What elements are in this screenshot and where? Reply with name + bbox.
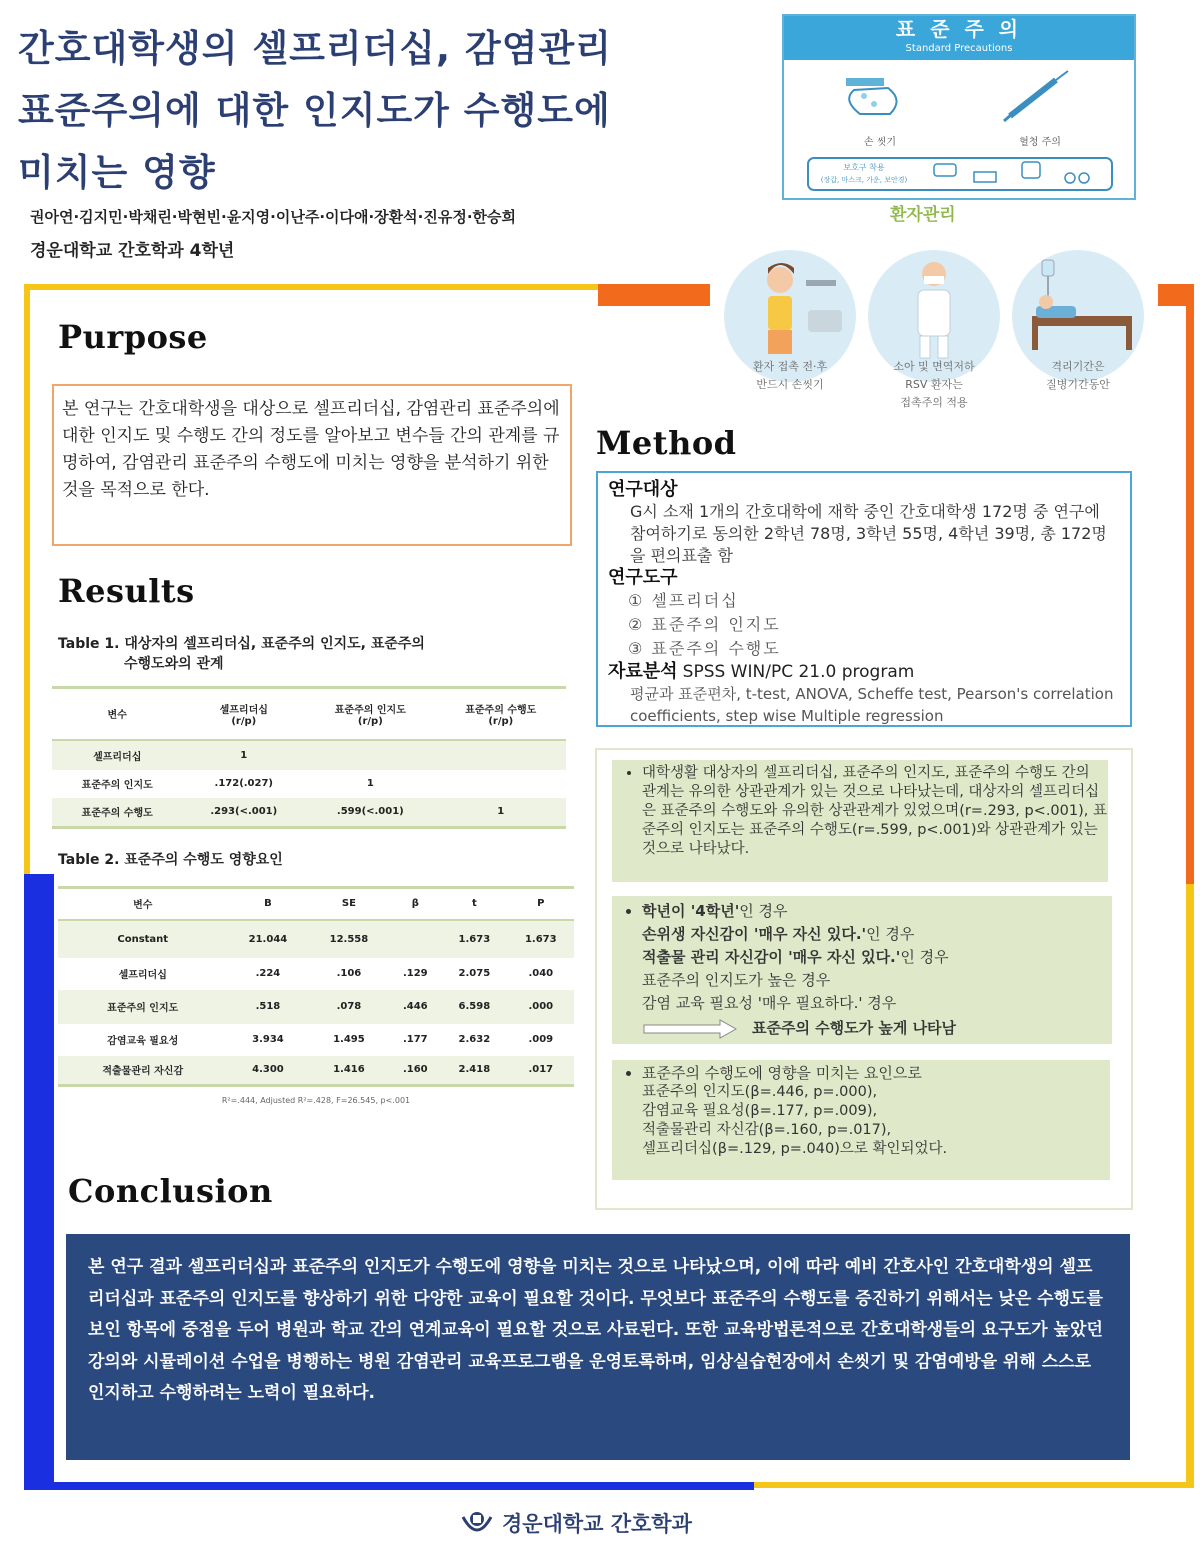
- method-tool-3: ③ 표준주의 수행도: [628, 639, 781, 658]
- frame-left-blue: [24, 874, 54, 1488]
- table2-caption: Table 2. 표준주의 수행도 영향요인: [58, 852, 283, 868]
- method-subjects-text: G시 소재 1개의 간호대학에 재학 중인 간호대학생 172명 중 연구에 참여하기로 동의한 2학년 78명, 3학년 55명, 4학년 39명, 총 172명을 편의표출 함: [630, 502, 1107, 565]
- standard-precautions-poster: [782, 14, 1136, 200]
- t1-header-2: 표준주의 인지도: [334, 704, 406, 716]
- table-row: 셀프리더십 .224 .106 .129 2.075 .040: [118, 968, 554, 981]
- method-analysis-text: 평균과 표준편차, t-test, ANOVA, Scheffe test, Pearson's correlation coefficients, step wise Multiple regression: [630, 685, 1114, 725]
- conclusion-box: 본 연구 결과 셀프리더십과 표준주의 인지도가 수행도에 영향을 미치는 것으로 나타났으며, 이에 따라 예비 간호사인 간호대학생의 셀프리더십과 표준주의 인지도를 향상하기 위한 다양한 교육이 필요할 것이다. 무엇보다 표준주의 수행도를 증진하기 위해서는 낮은 수행도를 보인 항목에 중점을 두어 병원과 학교 간의 연계교육이 필요할 것으로 사료된다. 또한 교육방법론적으로 간호대학생들의 요구도가 높았던 강의와 시뮬레이션 수업을 병행하는 병원 감염관리 교육프로그램을 운영토록하며, 임상실습현장에서 손씻기 및 감염예방을 위해 스스로 인지하고 수행하려는 노력이 필요하다.: [66, 1234, 1130, 1460]
- table-2: 변수 B SE β t P Constant 21.044 12.558 1.673 1.673 셀프리더십 .224 .106 .129 2.075 .040 표준주의 인지도 .518 .078 .446 6.598 .000 감염교육 필요성 3.934 1.495 .177 2.632 .009 적출물관리 자신감 4.300 1.416 .160 2.418 .017: [58, 886, 574, 1087]
- table-row: 표준주의 인지도 .172(.027) 1: [81, 778, 374, 791]
- method-heading: Method: [596, 424, 737, 462]
- footer-text: 경운대학교 간호학과: [502, 1512, 692, 1536]
- syringe-icon: [1004, 71, 1068, 121]
- table-row: Constant 21.044 12.558 1.673 1.673: [58, 920, 574, 958]
- title-line-2: 표준주의에 대한 인지도가 수행도에: [18, 89, 611, 132]
- t1-header-var: 변수: [107, 710, 127, 722]
- method-tools-title: 연구도구: [608, 567, 678, 588]
- frame-right-orange: [1186, 284, 1194, 884]
- illustration-caption-2: 소아 및 면역저하 RSV 환자는 접촉주의 적용: [893, 360, 975, 409]
- table-row: 표준주의 인지도 .518 .078 .446 6.598 .000: [58, 990, 574, 1024]
- table1-caption: Table 1. 대상자의 셀프리더십, 표준주의 인지도, 표준주의 수행도와의 관계: [58, 636, 425, 672]
- title-line-1: 간호대학생의 셀프리더십, 감염관리: [18, 27, 612, 70]
- finding-box-2: • 학년이 '4학년'인 경우 손위생 자신감이 '매우 자신 있다.'인 경우 적출물 관리 자신감이 '매우 자신 있다.'인 경우 표준주의 인지도가 높은 경우 감염 교육 필요성 '매우 필요하다.' 경우 표준주의 수행도가 높게 나타남: [612, 896, 1112, 1044]
- table-row: 셀프리더십 1: [52, 740, 566, 770]
- method-box: [596, 471, 1132, 727]
- method-analysis-program: SPSS WIN/PC 21.0 program: [682, 662, 915, 682]
- patient-care-caption: 환자관리: [890, 205, 956, 225]
- finding-2-result: 표준주의 수행도가 높게 나타남: [752, 1019, 957, 1037]
- hand-label: 손 씻기: [863, 137, 897, 148]
- finding-box-3: • 표준주의 수행도에 영향을 미치는 요인으로 표준주의 인지도(β=.446, p=.000), 감염교육 필요성(β=.177, p=.009), 적출물관리 자신감(β=.160, p=.017), 셀프리더십(β=.129, p=.040)으로 확인되었다.: [612, 1060, 1110, 1180]
- title-line-3: 미치는 영향: [18, 151, 216, 194]
- illustration-caption-3: 격리기간은 질병기간동안: [1046, 360, 1110, 391]
- finding-box-1: [612, 760, 1108, 882]
- frame-bottom-yellow: [754, 1482, 1194, 1488]
- mask-icon: [934, 162, 1089, 183]
- hand-washing-icon: [846, 78, 897, 114]
- finding-1-text: • 대학생활 대상자의 셀프리더십, 표준주의 인지도, 표준주의 수행도 간의 관계는 유의한 상관관계가 있는 것으로 나타났는데, 대상자의 셀프리더십은 표준주의 수행도와 유의한 상관관계가 있었으며(r=.293, p<.001), 표준주의 인지도는 표준주의 수행도(r=.599, p<.001)와 상관관계가 있는 것으로 나타났다.: [642, 764, 1108, 859]
- frame-left-yellow: [24, 284, 30, 874]
- t1-header-3: 표준주의 수행도: [465, 704, 537, 716]
- ppe-label-1: 보호구 착용: [843, 163, 885, 172]
- purpose-heading: Purpose: [58, 318, 208, 356]
- table2-footnote: R²=.444, Adjusted R²=.428, F=26.545, p<.001: [221, 1096, 411, 1105]
- frame-right-yellow: [1186, 884, 1194, 1488]
- method-analysis-title: 자료분석: [608, 661, 678, 682]
- footer: [460, 1508, 692, 1538]
- ppe-label-2: (장갑, 마스크, 가운, 보안경): [820, 176, 908, 184]
- poster-illustration: [784, 60, 1130, 194]
- poster-title: [18, 18, 718, 204]
- affiliation: 경운대학교 간호학과 4학년: [30, 241, 235, 261]
- t1-header-1: 셀프리더십: [219, 704, 268, 716]
- table-row: 표준주의 수행도 .293(<.001) .599(<.001) 1: [52, 798, 566, 828]
- frame-bottom-blue: [24, 1482, 754, 1490]
- conclusion-heading: Conclusion: [68, 1172, 273, 1210]
- frame-top-orange: [598, 284, 710, 306]
- method-tool-1: ① 셀프리더십: [628, 591, 739, 610]
- injection-label: 혈청 주의: [1019, 137, 1061, 148]
- university-logo-icon: [460, 1509, 494, 1537]
- frame-top-yellow: [24, 284, 598, 290]
- poster-subheading: Standard Precautions: [905, 43, 1013, 54]
- arrow-right-icon: [642, 1019, 738, 1039]
- authors: 권아연·김지민·박채린·박현빈·윤지영·이난주·이다애·장환석·진유정·한승희: [30, 208, 516, 226]
- method-tool-2: ② 표준주의 인지도: [628, 615, 781, 634]
- table-1: 변수 셀프리더십 (r/p) 표준주의 인지도 (r/p) 표준주의 수행도 (r/p) 셀프리더십 1 표준주의 인지도 .172(.027) 1 표준주의 수행도 .293(<.001) .599(<.001) 1: [52, 686, 566, 829]
- illustration-caption-1: 환자 접촉 전·후 반드시 손씻기: [752, 360, 828, 391]
- table-row: 적출물관리 자신감 4.300 1.416 .160 2.418 .017: [58, 1056, 574, 1086]
- poster-heading: 표 준 주 의: [895, 17, 1023, 41]
- table-row: 감염교육 필요성 3.934 1.495 .177 2.632 .009: [107, 1034, 554, 1047]
- purpose-box: 본 연구는 간호대학생을 대상으로 셀프리더십, 감염관리 표준주의에 대한 인지도 및 수행도 간의 정도를 알아보고 변수들 간의 관계를 규명하여, 감염관리 표준주의 수행도에 미치는 영향을 분석하기 위한 것을 목적으로 한다.: [52, 384, 572, 546]
- method-subjects-title: 연구대상: [608, 479, 678, 500]
- results-heading: Results: [58, 572, 195, 610]
